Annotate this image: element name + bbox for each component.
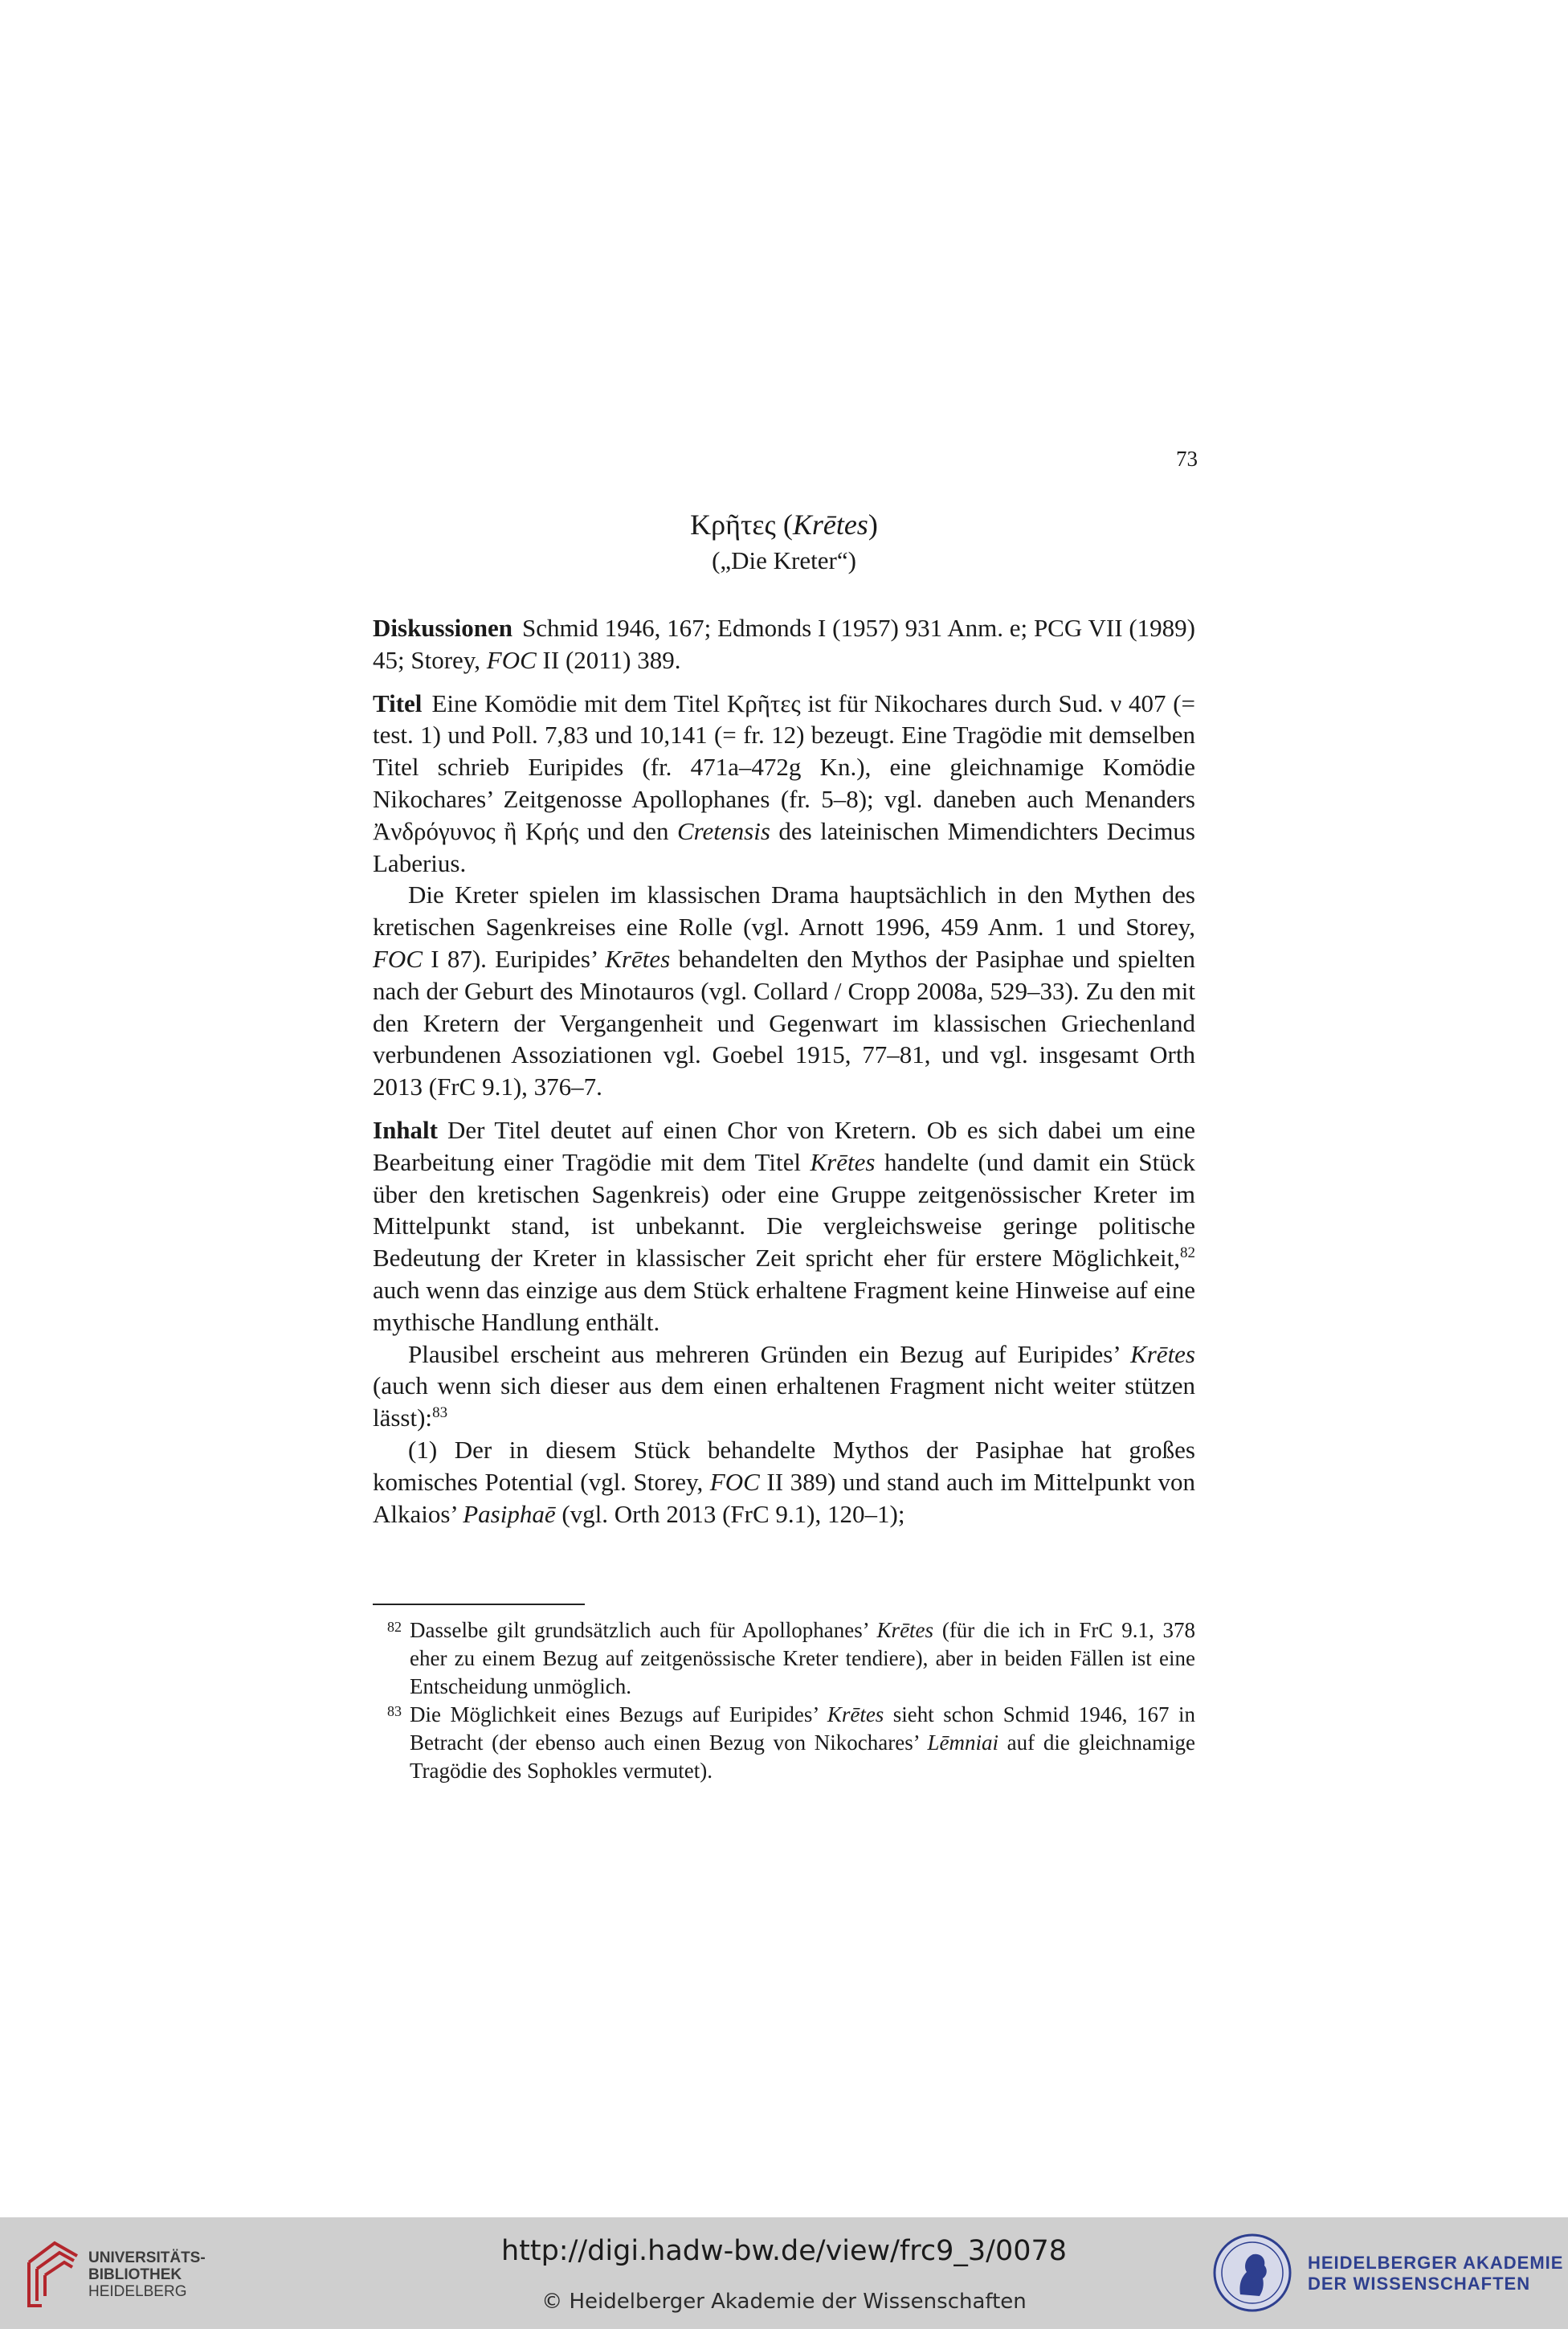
footnote-number: 82 — [387, 1619, 402, 1635]
footnote-number: 83 — [387, 1703, 402, 1719]
academy-name: HEIDELBERGER AKADEMIE DER WISSENSCHAFTEN — [1308, 2253, 1564, 2294]
paragraph-plausibel: Plausibel erscheint aus mehreren Gründen ein Bezug auf Euripides’ Krētes (auch wenn sich dieser aus dem einen erhaltenen Fragment nicht weiter stützen lässt):$^{83}$ — [373, 1339, 1195, 1432]
main-text — [373, 612, 1195, 1530]
entry-title: Κρῆτες (Krētes) — [690, 509, 878, 541]
footnote-text: Die Möglichkeit eines Bezugs auf Euripides’ Krētes sieht schon Schmid 1946, 167 in Betracht (der ebenso auch einen Bezug von Nikochares’ Lēmniai auf die gleichnamige Tragödie des Sophokles vermutet). — [410, 1702, 1196, 1783]
permalink-url[interactable]: http://digi.hadw-bw.de/view/frc9_3/0078 — [500, 2235, 1068, 2267]
copyright-notice: © Heidelberger Akademie der Wissenschaften — [541, 2290, 1027, 2314]
section-label: Diskussionen — [373, 614, 513, 642]
section-diskussionen: Diskussionen Schmid 1946, 167; Edmonds I (1957) 931 Anm. e; PCG VII (1989) 45; Storey, FOC II (2011) 389. — [373, 614, 1195, 674]
title-transliteration: Krētes — [792, 509, 868, 541]
footnotes — [373, 1616, 1195, 1785]
paragraph-punkt-1: (1) Der in diesem Stück behandelte Mythos der Pasiphae hat großes komisches Potential (vgl. Storey, FOC II 389) und stand auch im Mittelpunkt von Alkaios’ Pasiphaē (vgl. Orth 2013 (FrC 9.1), 120–1); — [373, 1435, 1195, 1528]
academy-seal-icon — [1211, 2232, 1293, 2314]
footnote-divider — [373, 1604, 585, 1605]
footnote-83 — [373, 1701, 1195, 1785]
page-number: 73 — [1176, 447, 1198, 471]
paragraph-kreter: Die Kreter spielen im klassischen Drama hauptsächlich in den Mythen des kretischen Sagenkreises eine Rolle (vgl. Arnott 1996, 459 Anm. 1 und Storey, FOC I 87). Euripides’ Krētes behandelten den Mythos der Pasiphae und spielten nach der Geburt des Minotauros (vgl. Collard / Cropp 2008a, 529–33). Zu den mit den Kretern der Vergangenheit und Gegenwart im klassischen Griechenland verbundenen Assoziationen vgl. Goebel 1915, 77–81, und vgl. insgesamt Orth 2013 (FrC 9.1), 376–7. — [373, 881, 1195, 1101]
title-greek: Κρῆτες — [690, 509, 776, 541]
entry-subtitle: („Die Kreter“) — [712, 546, 856, 574]
section-inhalt: Inhalt Der Titel deutet auf einen Chor von Kretern. Ob es sich dabei um eine Bearbeitung einer Tragödie mit dem Titel Krētes handelte (und damit ein Stück über den kretischen Sagenkreis) oder eine Gruppe zeitgenössischer Kreter im Mittelpunkt stand, ist unbekannt. Die vergleichsweise geringe politische Bedeutung der Kreter in klassischer Zeit spricht eher für erstere Möglichkeit,$^{82}$ auch wenn das einzige aus dem Stück erhaltene Fragment keine Hinweise auf eine mythische Handlung enthält. — [373, 1115, 1195, 1336]
section-titel: Titel Eine Komödie mit dem Titel Κρῆτες ist für Nikochares durch Sud. ν 407 (= test. 1) und Poll. 7,83 und 10,141 (= fr. 12) bezeugt. Eine Tragödie mit demselben Titel schrieb Euripides (fr. 471a–472g Kn.), eine gleichnamige Komödie Nikochares’ Zeitgenosse Apollophanes (fr. 5–8); vgl. daneben auch Menanders Ἀνδρόγυνος ἢ Κρής und den Cretensis des lateinischen Mimendichters Decimus Laberius. — [373, 688, 1195, 877]
footnote-ref-83[interactable]: 83 — [432, 1404, 448, 1422]
section-label: Inhalt — [373, 1115, 438, 1144]
footnote-82 — [373, 1616, 1195, 1701]
library-name: UNIVERSITÄTS- BIBLIOTHEK HEIDELBERG — [88, 2249, 206, 2300]
section-label: Titel — [373, 688, 423, 717]
footnote-ref-82[interactable]: 82 — [1180, 1244, 1195, 1262]
footer-bar — [0, 2217, 1568, 2329]
footnote-text: Dasselbe gilt grundsätzlich auch für Apollophanes’ Krētes (für die ich in FrC 9.1, 378 eher zu einem Bezug auf zeitgenössische Kreter tendiere), aber in beiden Fällen ist eine Entscheidung unmöglich. — [410, 1618, 1195, 1698]
